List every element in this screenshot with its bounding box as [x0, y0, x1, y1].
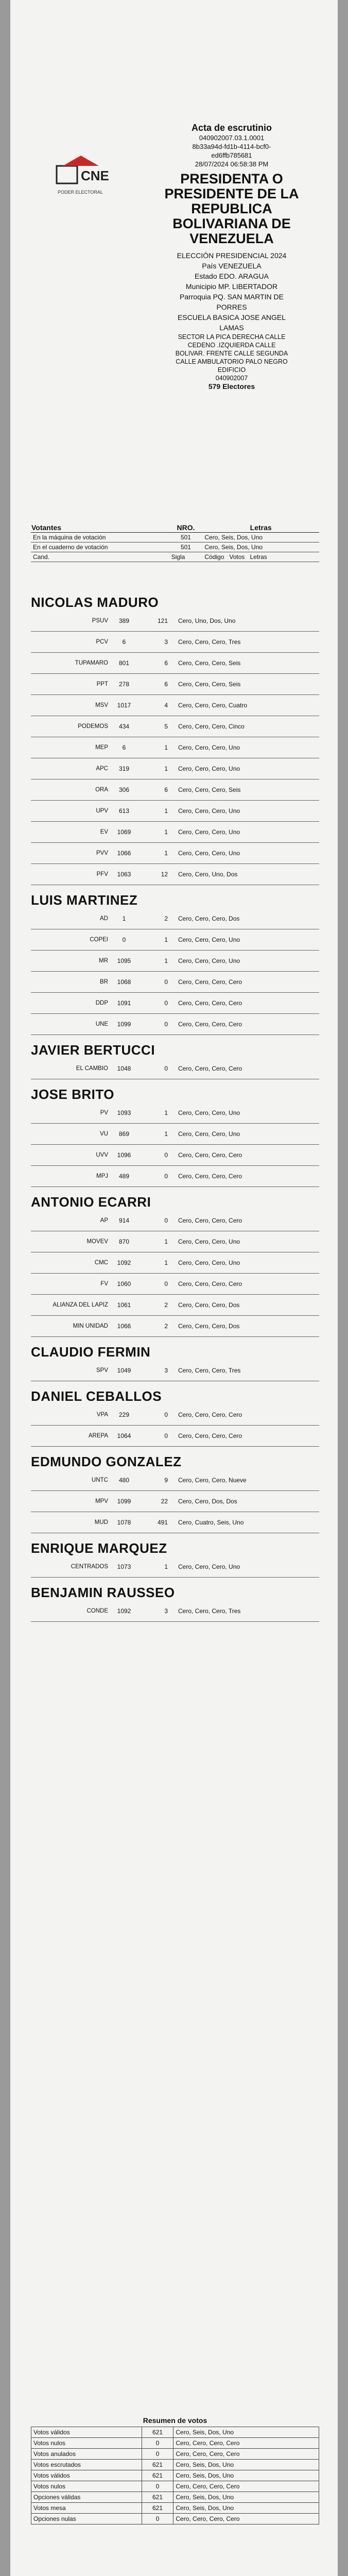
col-letras2: Letras [250, 553, 267, 561]
party-sigla: ALIANZA DEL LAPIZ [53, 1302, 108, 1308]
party-codigo: 1095 [117, 957, 131, 964]
party-codigo: 6 [122, 744, 126, 751]
party-letras: Cero, Cero, Cero, Tres [178, 1367, 241, 1374]
direccion-1: SECTOR LA PICA DERECHA CALLE [178, 333, 286, 341]
party-votos: 1 [164, 744, 168, 751]
party-votos: 0 [164, 1151, 168, 1159]
party-row [31, 1210, 319, 1231]
party-sigla: VU [100, 1131, 108, 1137]
party-votos: 5 [164, 723, 168, 730]
resumen-row [31, 2427, 319, 2438]
party-letras: Cero, Cero, Cero, Uno [178, 765, 240, 772]
party-sigla: DDP [95, 1000, 108, 1006]
party-sigla: CMC [94, 1260, 108, 1266]
party-row [31, 1145, 319, 1166]
party-row [31, 1470, 319, 1491]
party-sigla: PCV [96, 639, 108, 645]
party-votos: 2 [164, 1323, 168, 1330]
party-votos: 1 [164, 936, 168, 943]
resumen-letras: Cero, Seis, Dos, Uno [173, 2460, 319, 2470]
party-codigo: 1068 [117, 978, 131, 986]
party-codigo: 1 [122, 915, 126, 922]
party-sigla: UVV [96, 1152, 108, 1158]
main-title-line: PRESIDENTA O [180, 171, 283, 187]
party-codigo: 1060 [117, 1280, 131, 1287]
party-votos: 6 [164, 659, 168, 667]
party-codigo: 1066 [117, 850, 131, 857]
party-codigo: 869 [118, 1130, 130, 1138]
party-letras: Cero, Cero, Cero, Cero [178, 1021, 242, 1028]
direccion-5: EDIFICIO [217, 366, 246, 374]
party-sigla: AD [100, 916, 108, 922]
party-codigo: 1092 [117, 1607, 131, 1615]
party-codigo: 229 [118, 1411, 130, 1418]
party-codigo: 870 [118, 1238, 130, 1245]
party-letras: Cero, Cero, Cero, Seis [178, 681, 241, 688]
party-letras: Cero, Cero, Cero, Cinco [178, 723, 245, 730]
resumen-letras: Cero, Seis, Dos, Uno [173, 2427, 319, 2438]
party-codigo: 319 [118, 765, 130, 772]
party-codigo: 1061 [117, 1301, 131, 1309]
party-codigo: 1096 [117, 1151, 131, 1159]
candidate-name: LUIS MARTINEZ [31, 892, 138, 908]
resumen-letras: Cero, Cero, Cero, Cero [173, 2438, 319, 2449]
resumen-row [31, 2438, 319, 2449]
party-votos: 3 [164, 1607, 168, 1615]
escuela-2: LAMAS [219, 324, 244, 332]
party-sigla: UNE [95, 1021, 108, 1027]
party-letras: Cero, Cero, Cero, Uno [178, 1109, 240, 1116]
party-codigo: 1048 [117, 1065, 131, 1072]
party-row [31, 1295, 319, 1316]
resumen-votos [31, 2416, 319, 2524]
resumen-nro: 621 [142, 2492, 173, 2503]
party-row [31, 653, 319, 674]
resumen-nro: 0 [142, 2449, 173, 2460]
party-row [31, 1404, 319, 1426]
party-letras: Cero, Cero, Cero, Dos [178, 915, 240, 922]
resumen-title: Resumen de votos [143, 2416, 207, 2425]
receipt-paper [10, 0, 338, 2576]
party-votos: 0 [164, 1217, 168, 1224]
party-codigo: 1091 [117, 999, 131, 1007]
col-votantes: Votantes [31, 523, 169, 533]
party-letras: Cero, Cero, Cero, Tres [178, 1607, 241, 1615]
direccion-2: CEDENO .IZQUIERDA CALLE [187, 342, 276, 349]
party-sigla: ORA [95, 787, 108, 793]
party-letras: Cero, Cero, Cero, Uno [178, 957, 240, 964]
party-letras: Cero, Cero, Cero, Uno [178, 744, 240, 751]
party-votos: 1 [164, 828, 168, 836]
party-votos: 6 [164, 786, 168, 793]
resumen-label: Votos válidos [31, 2470, 142, 2481]
cand-col-header [31, 552, 319, 562]
party-letras: Cero, Cero, Cero, Cero [178, 978, 242, 986]
party-row [31, 632, 319, 653]
party-sigla: VPA [96, 1412, 108, 1418]
resumen-nro: 0 [142, 2514, 173, 2524]
party-sigla: MEP [95, 744, 108, 751]
party-letras: Cero, Cero, Cero, Uno [178, 936, 240, 943]
party-row [31, 951, 319, 972]
resumen-row [31, 2449, 319, 2460]
party-codigo: 389 [118, 617, 130, 624]
resumen-nro: 621 [142, 2460, 173, 2470]
candidate-name: JOSE BRITO [31, 1087, 115, 1102]
receipt-header [10, 0, 338, 391]
party-codigo: 0 [122, 936, 126, 943]
party-votos: 0 [164, 1411, 168, 1418]
party-votos: 491 [157, 1519, 168, 1526]
party-row [31, 929, 319, 951]
resumen-label: Opciones válidas [31, 2492, 142, 2503]
electores-count: 579 Electores [208, 382, 255, 391]
resumen-label: Votos válidos [31, 2427, 142, 2438]
main-title-line: PRESIDENTE DE LA [164, 186, 299, 201]
candidate-name: DANIEL CEBALLOS [31, 1388, 162, 1404]
party-votos: 0 [164, 1432, 168, 1439]
party-row [31, 737, 319, 758]
party-codigo: 1078 [117, 1519, 131, 1526]
party-codigo: 480 [118, 1477, 130, 1484]
party-letras: Cero, Cero, Cero, Tres [178, 638, 241, 646]
direccion-4: CALLE AMBULATORIO PALO NEGRO [176, 358, 288, 365]
candidate-name: CLAUDIO FERMIN [31, 1344, 151, 1360]
party-codigo: 1064 [117, 1432, 131, 1439]
party-votos: 22 [161, 1498, 168, 1505]
party-letras: Cero, Cero, Cero, Dos [178, 1323, 240, 1330]
party-row [31, 843, 319, 864]
resumen-letras: Cero, Seis, Dos, Uno [173, 2470, 319, 2481]
escuela-1: ESCUELA BASICA JOSE ANGEL [177, 313, 286, 321]
party-letras: Cero, Cero, Cero, Seis [178, 786, 241, 793]
party-votos: 1 [164, 1109, 168, 1116]
party-letras: Cero, Cero, Cero, Cero [178, 999, 242, 1007]
party-sigla: CONDE [86, 1608, 108, 1614]
party-letras: Cero, Cero, Cero, Cero [178, 1173, 242, 1180]
party-letras: Cero, Cero, Cero, Uno [178, 1130, 240, 1138]
party-row [31, 695, 319, 716]
resumen-label: Votos escrutados [31, 2460, 142, 2470]
party-row [31, 1512, 319, 1533]
party-votos: 2 [164, 915, 168, 922]
party-sigla: MUD [94, 1519, 108, 1526]
party-letras: Cero, Cero, Cero, Cero [178, 1065, 242, 1072]
party-sigla: TUPAMARO [75, 660, 108, 666]
party-votos: 1 [164, 850, 168, 857]
resumen-letras: Cero, Seis, Dos, Uno [173, 2503, 319, 2514]
col-nro: NRO. [169, 523, 203, 533]
party-codigo: 278 [118, 681, 130, 688]
party-row [31, 611, 319, 632]
votantes-row [31, 533, 319, 543]
party-sigla: BR [100, 979, 108, 985]
party-row [31, 1014, 319, 1035]
party-codigo: 1099 [117, 1498, 131, 1505]
parroquia-2: PORRES [216, 303, 247, 311]
votantes-header-row [31, 523, 319, 533]
party-codigo: 1066 [117, 1323, 131, 1330]
votantes-nro: 501 [169, 533, 203, 543]
party-row [31, 1491, 319, 1512]
party-sigla: PVV [96, 850, 108, 856]
party-codigo: 1093 [117, 1109, 131, 1116]
party-codigo: 6 [122, 638, 126, 646]
col-codigo: Código [204, 553, 224, 561]
party-votos: 6 [164, 681, 168, 688]
party-votos: 1 [164, 957, 168, 964]
party-votos: 0 [164, 1065, 168, 1072]
resumen-nro: 0 [142, 2438, 173, 2449]
party-letras: Cero, Uno, Dos, Uno [178, 617, 236, 624]
party-votos: 1 [164, 1259, 168, 1266]
party-row [31, 822, 319, 843]
party-sigla: MSV [95, 702, 108, 708]
party-codigo: 1069 [117, 828, 131, 836]
party-letras: Cero, Cero, Dos, Dos [178, 1498, 237, 1505]
direccion-3: BOLIVAR. FRENTE CALLE SEGUNDA [175, 350, 288, 357]
party-letras: Cero, Cero, Cero, Nueve [178, 1477, 247, 1484]
resumen-label: Votos nulos [31, 2481, 142, 2492]
party-letras: Cero, Cero, Cero, Uno [178, 807, 240, 815]
col-letras: Letras [202, 523, 319, 533]
party-row [31, 1360, 319, 1381]
party-sigla: COPEI [90, 937, 108, 943]
party-votos: 3 [164, 1367, 168, 1374]
party-votos: 9 [164, 1477, 168, 1484]
party-row [31, 1058, 319, 1079]
resumen-row [31, 2481, 319, 2492]
col-cand: Cand. [31, 552, 169, 562]
party-codigo: 613 [118, 807, 130, 815]
main-title-line: REPUBLICA [191, 201, 272, 216]
party-letras: Cero, Cero, Cero, Cero [178, 1411, 242, 1418]
party-votos: 1 [164, 765, 168, 772]
resumen-letras: Cero, Seis, Dos, Uno [173, 2492, 319, 2503]
codigo-centro: 040902007 [215, 375, 248, 382]
party-letras: Cero, Cero, Cero, Uno [178, 828, 240, 836]
party-letras: Cero, Cero, Cero, Cero [178, 1432, 242, 1439]
party-sigla: PODEMOS [78, 723, 108, 730]
resumen-letras: Cero, Cero, Cero, Cero [173, 2449, 319, 2460]
votantes-row [31, 543, 319, 552]
acta-datetime: 28/07/2024 06:58:38 PM [195, 160, 269, 168]
party-row [31, 1601, 319, 1622]
acta-hash-2: ed6ffb785681 [211, 151, 252, 159]
votantes-label: En la máquina de votación [31, 533, 169, 543]
party-codigo: 1099 [117, 1021, 131, 1028]
party-sigla: MR [99, 958, 108, 964]
party-row [31, 801, 319, 822]
party-sigla: PFV [96, 871, 108, 877]
party-row [31, 674, 319, 695]
party-letras: Cero, Cero, Cero, Seis [178, 659, 241, 667]
candidate-name: BENJAMIN RAUSSEO [31, 1585, 175, 1600]
party-letras: Cero, Cero, Cero, Dos [178, 1301, 240, 1309]
candidate-name: ANTONIO ECARRI [31, 1194, 151, 1210]
municipio: Municipio MP. LIBERTADOR [185, 282, 278, 291]
party-votos: 0 [164, 1280, 168, 1287]
party-votos: 1 [164, 1130, 168, 1138]
pais: País VENEZUELA [202, 262, 262, 270]
resumen-label: Votos mesa [31, 2503, 142, 2514]
header-info [134, 123, 329, 391]
party-row [31, 1556, 319, 1578]
candidate-name: JAVIER BERTUCCI [31, 1042, 155, 1058]
party-row [31, 716, 319, 737]
svg-text:CNE: CNE [81, 168, 109, 183]
party-codigo: 1017 [117, 702, 131, 709]
party-codigo: 1073 [117, 1563, 131, 1570]
party-row [31, 1103, 319, 1124]
party-row [31, 1231, 319, 1252]
resumen-row [31, 2514, 319, 2524]
party-row [31, 864, 319, 885]
votantes-nro: 501 [169, 543, 203, 552]
resumen-row [31, 2460, 319, 2470]
party-row [31, 908, 319, 929]
col-rest [202, 552, 319, 562]
party-letras: Cero, Cero, Cero, Uno [178, 1238, 240, 1245]
party-row [31, 1166, 319, 1187]
party-codigo: 1049 [117, 1367, 131, 1374]
resumen-nro: 621 [142, 2470, 173, 2481]
candidates-list [31, 587, 319, 1622]
candidate-name: NICOLAS MADURO [31, 595, 159, 610]
resumen-label: Votos nulos [31, 2438, 142, 2449]
resumen-table [31, 2427, 319, 2524]
col-sigla: Sigla [169, 552, 203, 562]
party-sigla: MIN UNIDAD [73, 1323, 108, 1329]
main-title-line: VENEZUELA [189, 231, 274, 246]
party-row [31, 1252, 319, 1274]
party-letras: Cero, Cero, Cero, Cero [178, 1280, 242, 1287]
candidate-name: EDMUNDO GONZALEZ [31, 1454, 182, 1469]
svg-text:PODER ELECTORAL: PODER ELECTORAL [58, 190, 103, 195]
resumen-letras: Cero, Cero, Cero, Cero [173, 2514, 319, 2524]
party-letras: Cero, Cero, Cero, Cero [178, 1217, 242, 1224]
main-title-line: BOLIVARIANA DE [172, 216, 291, 231]
party-votos: 0 [164, 978, 168, 986]
resumen-nro: 0 [142, 2481, 173, 2492]
acta-code: 040902007.03.1.0001 [199, 134, 265, 142]
resumen-row [31, 2492, 319, 2503]
votantes-letras: Cero, Seis, Dos, Uno [202, 543, 319, 552]
party-votos: 4 [164, 702, 168, 709]
party-letras: Cero, Cero, Cero, Cero [178, 1151, 242, 1159]
party-row [31, 1274, 319, 1295]
party-sigla: PSUV [92, 618, 108, 624]
votantes-letras: Cero, Seis, Dos, Uno [202, 533, 319, 543]
party-codigo: 1063 [117, 871, 131, 878]
candidate-name: ENRIQUE MARQUEZ [31, 1540, 167, 1556]
party-sigla: UNTC [92, 1477, 108, 1483]
resumen-nro: 621 [142, 2427, 173, 2438]
party-row [31, 1316, 319, 1337]
party-codigo: 306 [118, 786, 130, 793]
resumen-label: Opciones nulas [31, 2514, 142, 2524]
party-letras: Cero, Cero, Cero, Cuatro [178, 702, 248, 709]
party-sigla: AREPA [88, 1433, 108, 1439]
party-sigla: PPT [96, 681, 108, 687]
party-votos: 0 [164, 999, 168, 1007]
party-votos: 0 [164, 1173, 168, 1180]
cne-logo-icon [53, 150, 109, 197]
party-votos: 3 [164, 638, 168, 646]
party-row [31, 1124, 319, 1145]
party-codigo: 801 [118, 659, 130, 667]
party-sigla: PV [100, 1110, 108, 1116]
election-name: ELECCIÓN PRESIDENCIAL 2024 [177, 251, 287, 260]
col-votos: Votos [229, 553, 245, 561]
party-letras: Cero, Cuatro, Seis, Uno [178, 1519, 244, 1526]
party-letras: Cero, Cero, Uno, Dos [178, 871, 238, 878]
party-sigla: EV [100, 829, 108, 835]
party-votos: 1 [164, 807, 168, 815]
party-row [31, 993, 319, 1014]
party-sigla: APC [96, 766, 108, 772]
resumen-row [31, 2470, 319, 2481]
party-row [31, 972, 319, 993]
party-codigo: 914 [118, 1217, 130, 1224]
party-votos: 1 [164, 1563, 168, 1570]
party-sigla: CENTRADOS [71, 1564, 108, 1570]
party-votos: 121 [157, 617, 168, 624]
resumen-row [31, 2503, 319, 2514]
party-sigla: AP [100, 1217, 108, 1224]
party-codigo: 434 [118, 723, 130, 730]
party-row [31, 779, 319, 801]
acta-title: Acta de escrutinio [191, 123, 272, 133]
party-votos: 1 [164, 1238, 168, 1245]
resumen-nro: 621 [142, 2503, 173, 2514]
main-title [134, 172, 329, 246]
party-row [31, 1426, 319, 1447]
party-letras: Cero, Cero, Cero, Uno [178, 850, 240, 857]
party-votos: 12 [161, 871, 168, 878]
parroquia-1: Parroquia PQ. SAN MARTIN DE [179, 293, 284, 301]
party-sigla: EL CAMBIO [76, 1065, 108, 1072]
party-sigla: SPV [96, 1367, 108, 1374]
acta-hash-1: 8b33a94d-fd1b-4114-bcf0- [192, 143, 271, 150]
resumen-label: Votos anulados [31, 2449, 142, 2460]
party-sigla: MPJ [96, 1173, 108, 1179]
party-codigo: 1092 [117, 1259, 131, 1266]
party-sigla: FV [100, 1281, 108, 1287]
party-letras: Cero, Cero, Cero, Uno [178, 1259, 240, 1266]
party-row [31, 758, 319, 779]
party-sigla: MOVEV [86, 1239, 108, 1245]
party-sigla: UPV [96, 808, 108, 814]
party-votos: 0 [164, 1021, 168, 1028]
resumen-letras: Cero, Cero, Cero, Cero [173, 2481, 319, 2492]
party-codigo: 489 [118, 1173, 130, 1180]
party-votos: 2 [164, 1301, 168, 1309]
party-sigla: MPV [95, 1498, 108, 1504]
votantes-label: En el cuaderno de votación [31, 543, 169, 552]
votantes-table [31, 523, 319, 562]
estado: Estado EDO. ARAGUA [195, 272, 269, 280]
party-letras: Cero, Cero, Cero, Uno [178, 1563, 240, 1570]
